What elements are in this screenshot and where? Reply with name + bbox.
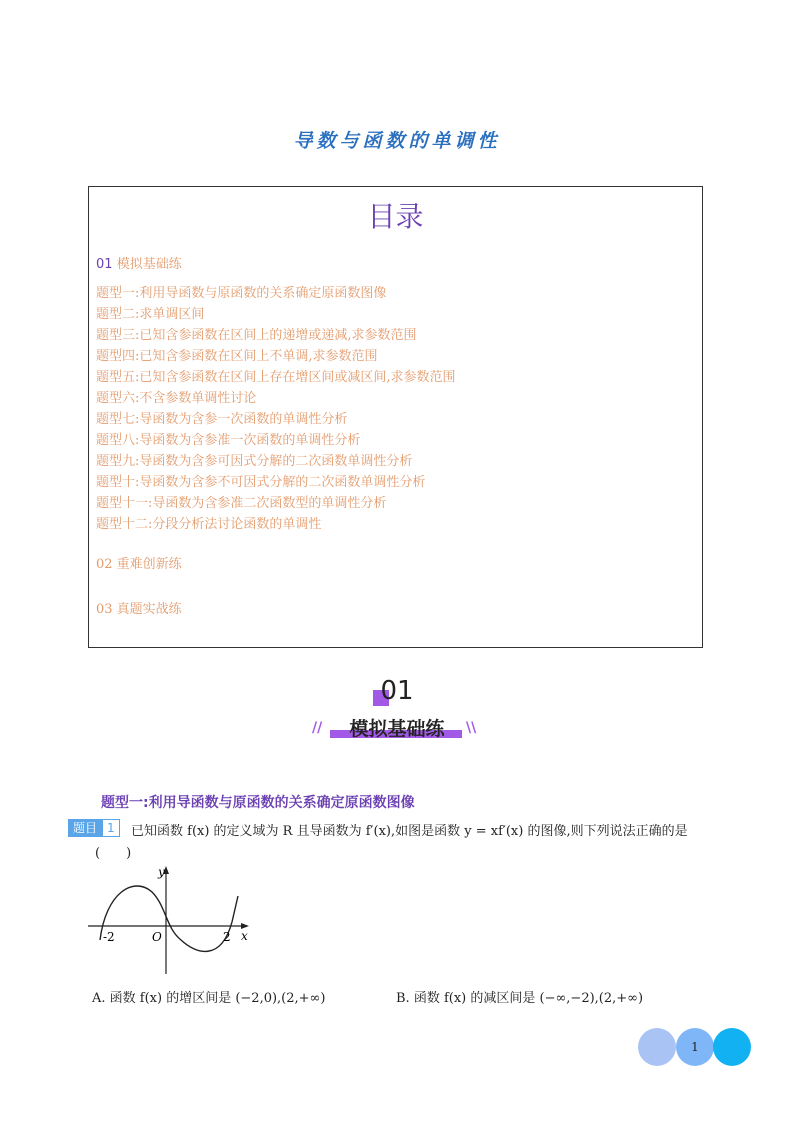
question-number: 1	[102, 819, 120, 837]
curve-y-xfprime	[100, 886, 238, 951]
toc-item[interactable]: 题型七:导函数为含参一次函数的单调性分析	[96, 412, 348, 427]
question-text: 已知函数 f(x) 的定义域为 R 且导函数为 f′(x),如图是函数 y = xf′(x) 的图像,则下列说法正确的是	[131, 824, 688, 839]
toc-section-1-label: 模拟基础练	[116, 257, 182, 272]
toc-item[interactable]: 题型二:求单调区间	[96, 307, 205, 322]
toc-section-1[interactable]	[96, 253, 182, 272]
toc-list	[96, 283, 456, 535]
section-number: 01	[380, 676, 414, 706]
toc-item[interactable]: 题型九:导函数为含参可因式分解的二次函数单调性分析	[96, 454, 413, 469]
toc-item[interactable]: 题型八:导函数为含参准一次函数的单调性分析	[96, 433, 361, 448]
toc-item[interactable]: 题型十:导函数为含参不可因式分解的二次函数单调性分析	[96, 475, 426, 490]
banner-slash-left: //	[312, 720, 323, 736]
toc-item[interactable]: 题型一:利用导函数与原函数的关系确定原函数图像	[96, 286, 387, 301]
question-tag-label: 题目	[68, 819, 102, 837]
banner-slash-right: \\	[466, 720, 477, 736]
toc-item[interactable]: 题型十二:分段分析法讨论函数的单调性	[96, 517, 322, 532]
question-tag	[68, 819, 120, 837]
function-graph	[86, 862, 256, 978]
toc-item[interactable]: 题型十一:导函数为含参准二次函数型的单调性分析	[96, 496, 387, 511]
toc-item[interactable]: 题型三:已知含参函数在区间上的递增或递减,求参数范围	[96, 328, 417, 343]
toc-item[interactable]: 题型四:已知含参函数在区间上不单调,求参数范围	[96, 349, 378, 364]
question-type-heading: 题型一:利用导函数与原函数的关系确定原函数图像	[101, 795, 415, 811]
toc-heading: 目录	[367, 200, 424, 233]
toc-section-1-number: 01	[96, 257, 113, 272]
answer-blank: ( )	[95, 846, 132, 861]
option-a[interactable]: A. 函数 f(x) 的增区间是 (−2,0),(2,+∞)	[92, 991, 326, 1006]
table-of-contents	[88, 186, 703, 648]
toc-item[interactable]: 题型六:不含参数单调性讨论	[96, 391, 257, 406]
tick-label-neg2: -2	[103, 930, 115, 944]
page-decoration-circle	[713, 1028, 751, 1066]
toc-item[interactable]: 题型五:已知含参函数在区间上存在增区间或减区间,求参数范围	[96, 370, 456, 385]
origin-label: O	[152, 930, 162, 944]
section-title: 模拟基础练	[349, 718, 445, 740]
option-b[interactable]: B. 函数 f(x) 的减区间是 (−∞,−2),(2,+∞)	[396, 991, 644, 1006]
toc-section-2[interactable]: 02 重难创新练	[96, 557, 182, 572]
page-decoration-circle	[638, 1028, 676, 1066]
y-axis-label: y	[158, 865, 165, 879]
page-number: 1	[676, 1028, 714, 1066]
tick-label-2: 2	[223, 930, 231, 944]
x-axis-label: x	[241, 929, 248, 943]
document-title: 导数与函数的单调性	[293, 130, 501, 152]
toc-section-3[interactable]: 03 真题实战练	[96, 602, 182, 617]
